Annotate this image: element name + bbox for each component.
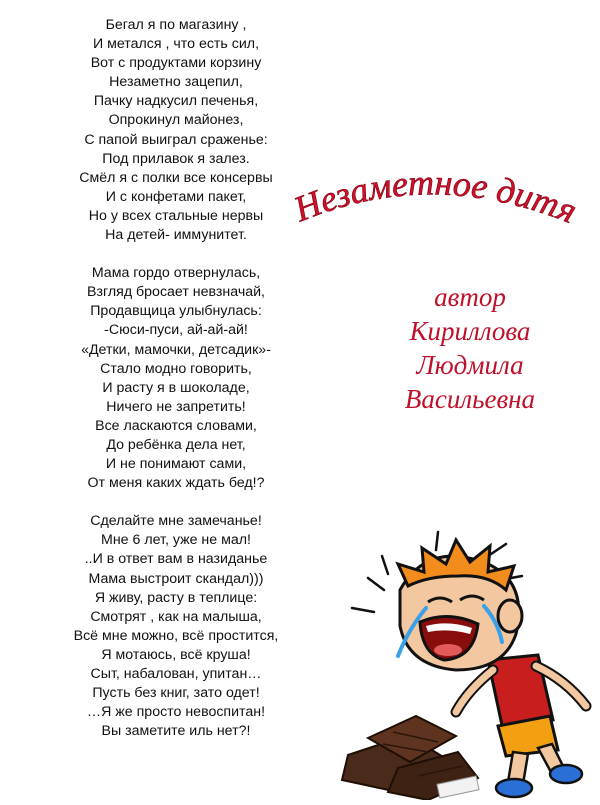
poem-line: Смёл я с полки все консервы bbox=[79, 169, 273, 186]
poem-line: «Детки, мамочки, детсадик»- bbox=[81, 341, 271, 358]
poem-line: -Сюси-пуси, ай-ай-ай! bbox=[104, 322, 248, 339]
poem-title-text: Незаметное дитя bbox=[288, 162, 583, 232]
poem-line: Стало модно говорить, bbox=[100, 360, 252, 377]
poem-line: И расту я в шоколаде, bbox=[102, 379, 250, 396]
poem-line: Смотрят , как на малыша, bbox=[90, 608, 262, 625]
poem-line: Взгляд бросает невзначай, bbox=[87, 284, 265, 301]
poem-line: Опрокинул майонез, bbox=[108, 112, 244, 129]
poem bbox=[26, 16, 326, 741]
poem-line: Мама выстроит скандал))) bbox=[88, 570, 264, 587]
poem-line: И с конфетами пакет, bbox=[105, 188, 247, 205]
poem-line: Вы заметите иль нет?! bbox=[101, 723, 251, 740]
poem-line: Сделайте мне замечанье! bbox=[90, 513, 262, 530]
poem-line: Бегал я по магазину , bbox=[105, 17, 247, 33]
poem-stanza-3 bbox=[26, 512, 326, 741]
crying-boy-image bbox=[338, 530, 600, 800]
poem-line: Продавщица улыбнулась: bbox=[90, 303, 262, 320]
poem-line: ..И в ответ вам в назиданье bbox=[84, 551, 268, 568]
poem-line: И не понимают сами, bbox=[105, 456, 247, 473]
poem-stanza-2 bbox=[26, 264, 326, 493]
poem-line: И метался , что есть сил, bbox=[92, 36, 260, 53]
poem-line: Ничего не запретить! bbox=[106, 398, 246, 415]
poem-line: Я мотаюсь, всё круша! bbox=[101, 646, 251, 663]
poem-line: …Я же просто невоспитан! bbox=[86, 704, 266, 721]
poem-line: Но у всех стальные нервы bbox=[88, 207, 264, 224]
poem-title bbox=[288, 150, 600, 250]
poem-line: Я живу, расту в теплице: bbox=[94, 589, 258, 606]
poem-line: Вот с продуктами корзину bbox=[90, 55, 262, 72]
chocolate-pile bbox=[342, 716, 479, 800]
poem-title-wordart bbox=[288, 150, 600, 250]
poem-line: Сыт, набалован, упитан… bbox=[90, 666, 262, 682]
author-label: автор bbox=[434, 282, 506, 312]
crying-boy-illustration bbox=[338, 530, 600, 800]
poem-line: Пачку надкусил печенья, bbox=[93, 93, 259, 110]
boy-head bbox=[398, 540, 522, 670]
author-surname: Кириллова bbox=[409, 316, 531, 346]
poem-line: Мне 6 лет, уже не мал! bbox=[101, 532, 251, 549]
author-name: Людмила bbox=[416, 350, 524, 380]
poem-stanza-1 bbox=[26, 16, 326, 245]
poem-line: Все ласкаются словами, bbox=[95, 417, 257, 434]
poem-line: До ребёнка дела нет, bbox=[106, 436, 246, 453]
poem-line: С папой выиграл сраженье: bbox=[84, 131, 268, 148]
poem-line: Незаметно зацепил, bbox=[109, 74, 243, 91]
poem-line: На детей- иммунитет. bbox=[105, 227, 247, 244]
poem-line: Под прилавок я залез. bbox=[102, 150, 250, 167]
poem-line: Всё мне можно, всё простится, bbox=[73, 627, 279, 644]
poem-line: Пусть без книг, зато одет! bbox=[92, 685, 260, 702]
author-block bbox=[340, 280, 600, 416]
poem-line: От меня каких ждать бед!? bbox=[87, 475, 265, 492]
poem-line: Мама гордо отвернулась, bbox=[91, 265, 261, 282]
author-patronymic: Васильевна bbox=[404, 384, 536, 414]
